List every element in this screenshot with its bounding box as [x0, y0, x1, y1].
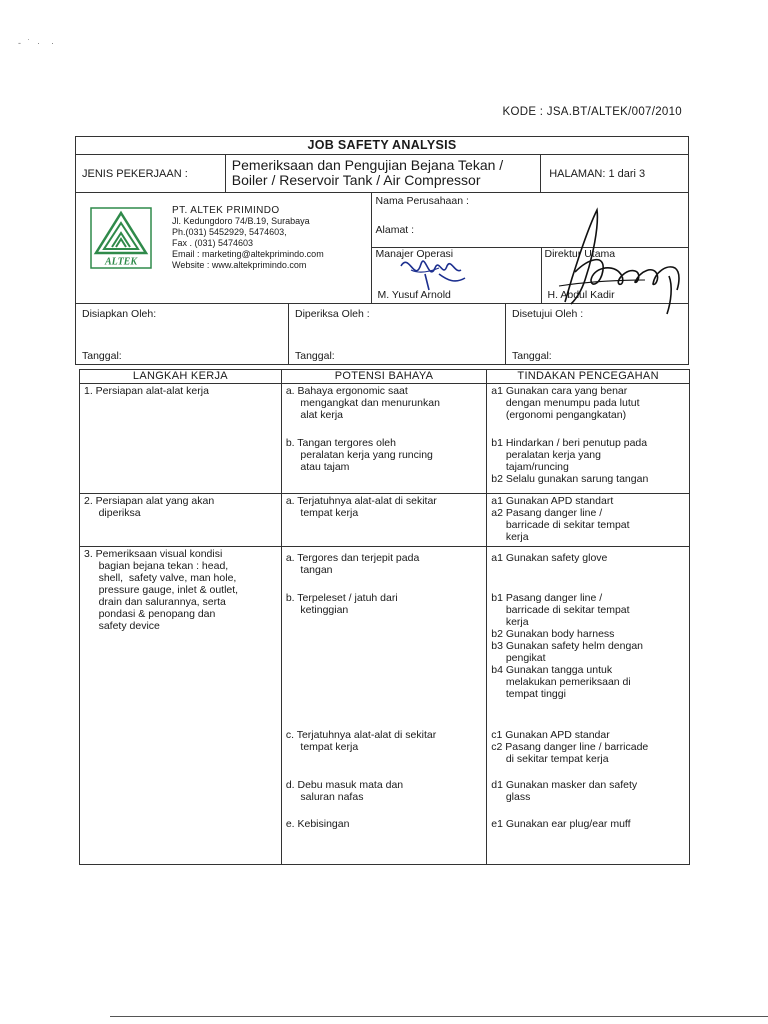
- company-address: Jl. Kedungdoro 74/B.19, Surabaya: [172, 216, 310, 226]
- step-cell: [80, 494, 282, 547]
- action-line: melakukan pemeriksaan di: [491, 676, 631, 688]
- manajer-label: Manajer Operasi: [375, 248, 454, 260]
- action-line: d1 Gunakan masker dan safety: [491, 779, 638, 791]
- action-cell: [487, 384, 690, 494]
- hazard-line: alat kerja: [285, 409, 344, 421]
- action-line: kerja: [491, 531, 529, 543]
- action-line: b1 Pasang danger line /: [491, 592, 603, 604]
- action-cell: [487, 494, 690, 547]
- hazard-line: mengangkat dan menurunkan: [285, 397, 440, 409]
- step-line: pressure gauge, inlet & outlet,: [84, 584, 239, 596]
- hazard-cell: [281, 384, 486, 494]
- action-line: b4 Gunakan tangga untuk: [491, 664, 613, 676]
- hazard-item: [286, 385, 440, 421]
- diperiksa-label: Diperiksa Oleh :: [295, 308, 370, 320]
- direktur-signature: [545, 206, 695, 318]
- action-item: [491, 437, 648, 485]
- hazard-item: [286, 729, 436, 753]
- action-line: (ergonomi pengangkatan): [491, 409, 627, 421]
- hazard-line: atau tajam: [285, 461, 350, 473]
- action-line: tajam/runcing: [491, 461, 569, 473]
- col-header-tindakan: TINDAKAN PENCEGAHAN: [487, 370, 690, 384]
- hazard-item: [286, 437, 433, 473]
- action-line: a2 Pasang danger line /: [491, 507, 603, 519]
- step-line: safety device: [84, 620, 160, 632]
- step-line: diperiksa: [84, 507, 141, 519]
- action-line: c2 Pasang danger line / barricade: [491, 741, 649, 753]
- company-block: [76, 193, 372, 304]
- hazard-item: [286, 818, 350, 830]
- action-line: barricade di sekitar tempat: [491, 519, 630, 531]
- alamat-label: Alamat :: [375, 224, 415, 236]
- action-line: b3 Gunakan safety helm dengan: [491, 640, 644, 652]
- document-code: KODE : JSA.BT/ALTEK/007/2010: [502, 106, 682, 118]
- altek-logo-icon: [90, 207, 152, 269]
- step-line: bagian bejana tekan : head,: [84, 560, 229, 572]
- action-cell: [487, 547, 690, 865]
- col-header-potensi: POTENSI BAHAYA: [281, 370, 486, 384]
- hazard-line: saluran nafas: [285, 791, 364, 803]
- action-item: [491, 818, 630, 830]
- action-line: a1 Gunakan safety glove: [491, 552, 608, 564]
- action-line: b1 Hindarkan / beri penutup pada: [491, 437, 648, 449]
- action-line: kerja: [491, 616, 529, 628]
- hazard-line: b. Tangan tergores oleh: [285, 437, 396, 449]
- hazard-line: peralatan kerja yang runcing: [285, 449, 433, 461]
- hazard-line: a. Bahaya ergonomic saat: [285, 385, 408, 397]
- step-line: 1. Persiapan alat-alat kerja: [84, 385, 209, 397]
- hazard-item: [286, 592, 398, 616]
- company-fax: Fax . (031) 5474603: [172, 238, 254, 248]
- action-line: pengikat: [491, 652, 546, 664]
- jenis-pekerjaan-value: [225, 155, 540, 193]
- company-info: [172, 205, 324, 271]
- hazard-line: c. Terjatuhnya alat-alat di sekitar: [285, 729, 437, 741]
- direktur-name: H. Abdul Kadir: [547, 289, 615, 301]
- company-email: Email : marketing@altekprimindo.com: [172, 249, 324, 259]
- action-item: [491, 779, 637, 803]
- manajer-signature: [395, 244, 485, 298]
- tanggal-label: Tanggal:: [295, 350, 335, 362]
- disetujui-label: Disetujui Oleh :: [512, 308, 584, 320]
- nama-perusahaan: Nama Perusahaan :: [371, 193, 688, 218]
- step-line: pondasi & penopang dan: [84, 608, 216, 620]
- hazard-line: d. Debu masuk mata dan: [285, 779, 404, 791]
- hazard-line: b. Terpeleset / jatuh dari: [285, 592, 398, 604]
- action-line: glass: [491, 791, 531, 803]
- manajer-name: M. Yusuf Arnold: [377, 289, 451, 301]
- page-edge-line: [110, 1016, 768, 1017]
- direktur-label: Direktur Utama: [544, 248, 616, 260]
- divider: [541, 247, 542, 303]
- document-title: JOB SAFETY ANALYSIS: [76, 137, 689, 155]
- company-website: Website : www.altekprimindo.com: [172, 260, 307, 270]
- action-item: [491, 592, 643, 700]
- hazard-line: e. Kebisingan: [285, 818, 350, 830]
- step-line: 3. Pemeriksaan visual kondisi: [84, 548, 223, 560]
- hazard-line: tempat kerja: [285, 741, 359, 753]
- action-line: barricade di sekitar tempat: [491, 604, 630, 616]
- action-item: [491, 729, 648, 765]
- col-header-langkah: LANGKAH KERJA: [80, 370, 282, 384]
- action-item: [491, 385, 639, 421]
- action-line: b2 Gunakan body harness: [491, 628, 615, 640]
- hazard-cell: [281, 494, 486, 547]
- tanggal-label: Tanggal:: [512, 350, 552, 362]
- scan-specks: - ˙ · ·: [18, 38, 56, 48]
- jenis-line-1: Pemeriksaan dan Pengujian Bejana Tekan /: [231, 157, 504, 173]
- action-line: b2 Selalu gunakan sarung tangan: [491, 473, 649, 485]
- action-line: dengan menumpu pada lutut: [491, 397, 640, 409]
- jenis-pekerjaan-label: JENIS PEKERJAAN :: [76, 155, 226, 193]
- action-line: tempat tinggi: [491, 688, 566, 700]
- action-line: a1 Gunakan cara yang benar: [491, 385, 628, 397]
- hazard-cell: [281, 547, 486, 865]
- company-name: PT. ALTEK PRIMINDO: [172, 205, 280, 216]
- logo-text: ALTEK: [104, 256, 138, 268]
- step-line: drain dan salurannya, serta: [84, 596, 226, 608]
- hazard-line: a. Tergores dan terjepit pada: [285, 552, 420, 564]
- step-line: 2. Persiapan alat yang akan: [84, 495, 215, 507]
- action-line: e1 Gunakan ear plug/ear muff: [491, 818, 631, 830]
- action-line: di sekitar tempat kerja: [491, 753, 609, 765]
- hazard-line: a. Terjatuhnya alat-alat di sekitar: [285, 495, 437, 507]
- action-line: a1 Gunakan APD standart: [491, 495, 614, 507]
- step-line: shell, safety valve, man hole,: [84, 572, 237, 584]
- action-line: peralatan kerja yang: [491, 449, 601, 461]
- jenis-line-2: Boiler / Reservoir Tank / Air Compressor: [231, 172, 481, 188]
- disiapkan-label: Disiapkan Oleh:: [82, 308, 157, 320]
- hazard-line: ketinggian: [285, 604, 349, 616]
- action-item: [491, 552, 607, 564]
- step-cell: [80, 547, 282, 865]
- jsa-table: [79, 369, 690, 865]
- hazard-item: [286, 552, 419, 576]
- hazard-line: tempat kerja: [285, 507, 359, 519]
- action-line: c1 Gunakan APD standar: [491, 729, 610, 741]
- diperiksa-cell: [289, 304, 506, 364]
- disiapkan-cell: [76, 304, 289, 364]
- tanggal-label: Tanggal:: [82, 350, 122, 362]
- hazard-line: tangan: [285, 564, 333, 576]
- hazard-item: [286, 779, 403, 803]
- step-cell: [80, 384, 282, 494]
- halaman: HALAMAN: 1 dari 3: [541, 155, 689, 193]
- company-phone: Ph.(031) 5452929, 5474603,: [172, 227, 287, 237]
